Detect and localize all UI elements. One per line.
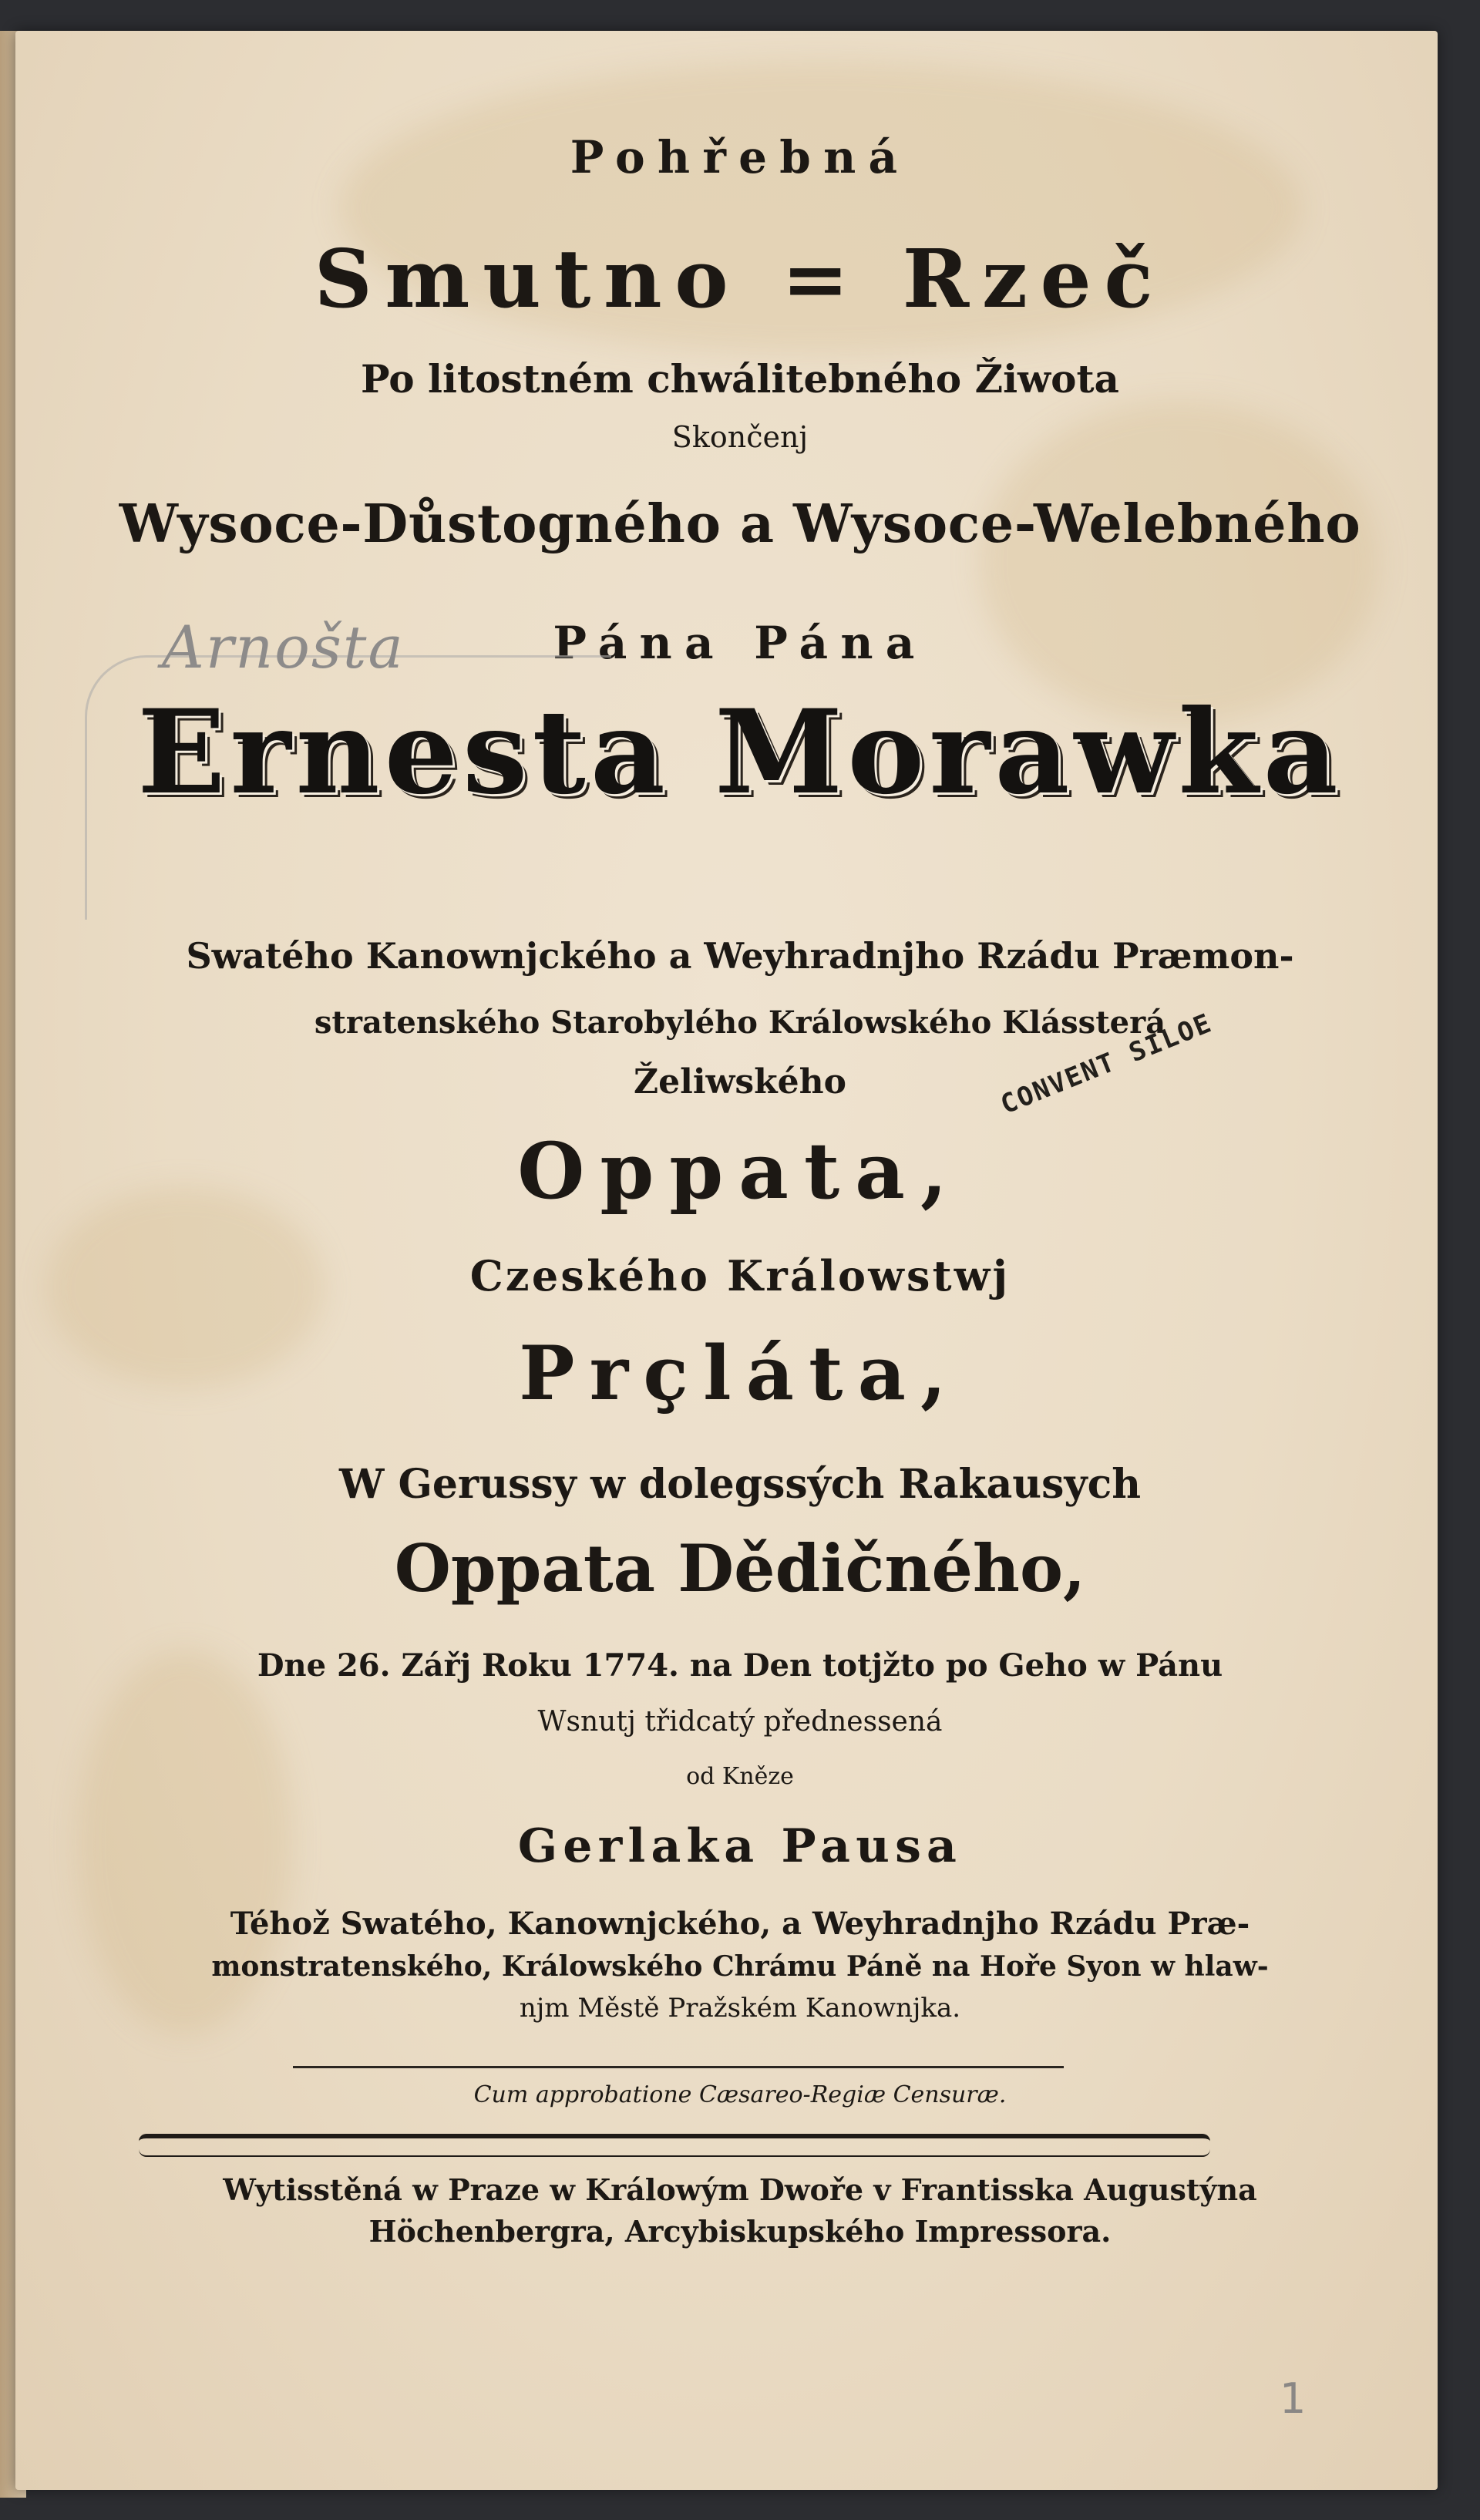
author-line-1: Téhož Swatého, Kanownjckého, a Weyhradnjho Rzádu Præ-: [230, 1906, 1250, 1942]
pencil-bracket: [85, 655, 611, 920]
title-line-5: Wysoce-Důstogného a Wysoce-Welebného: [119, 493, 1361, 555]
title-line-1: Pohřebná: [570, 131, 910, 183]
title-line-6: Pána Pána: [553, 617, 927, 669]
title-line-3: Po litostném chwálitebného Žiwota: [361, 356, 1119, 402]
censorship-approval: Cum approbatione Cæsareo-Regiæ Censuræ.: [473, 2081, 1007, 2108]
title-line-13: Prҫláta,: [519, 1330, 961, 1417]
imprint-line-1: Wytisstěná w Praze w Králowým Dwoře v Frantisska Augustýna: [223, 2172, 1257, 2207]
title-line-12: Czeského Králowstwj: [469, 1251, 1011, 1300]
honoree-name: Ernesta Morawka: [137, 685, 1343, 820]
title-line-17: Wsnutj třidcatý přednessená: [537, 1706, 943, 1738]
author-line-3: njm Městě Pražském Kanownjka.: [519, 1993, 961, 2024]
separator-rule: [293, 2066, 1064, 2068]
ornamental-rule: [139, 2134, 1210, 2157]
title-line-4: Skončenj: [671, 420, 809, 454]
author-line-2: monstratenského, Králowského Chrámu Páně na Hoře Syon w hlaw-: [211, 1950, 1269, 1983]
library-stamp: CONVENT SILOE: [996, 1008, 1217, 1121]
title-line-10: Želiwského: [633, 1062, 846, 1102]
handwritten-annotation: Arnošta: [162, 613, 405, 681]
date-line: Dne 26. Zářj Roku 1774. na Den totjžto po Geho w Pánu: [257, 1647, 1223, 1684]
title-line-2: Smutno = Rzeč: [314, 231, 1166, 326]
title-line-9: stratenského Starobylého Králowského Klássterá: [314, 1004, 1166, 1041]
title-line-11: Oppata,: [517, 1125, 963, 1216]
author-name: Gerlaka Pausa: [517, 1819, 963, 1873]
title-line-15: Oppata Dědičného,: [394, 1530, 1086, 1607]
title-line-8: Swatého Kanownjckého a Weyhradnjho Rzádu Præmon-: [186, 935, 1294, 977]
title-line-14: W Gerussy w dolegssých Rakausych: [338, 1461, 1142, 1508]
title-line-18: od Kněze: [686, 1763, 794, 1790]
imprint-line-2: Höchenbergra, Arcybiskupského Impressora.: [368, 2214, 1112, 2249]
pencil-number: 1: [1280, 2374, 1307, 2423]
